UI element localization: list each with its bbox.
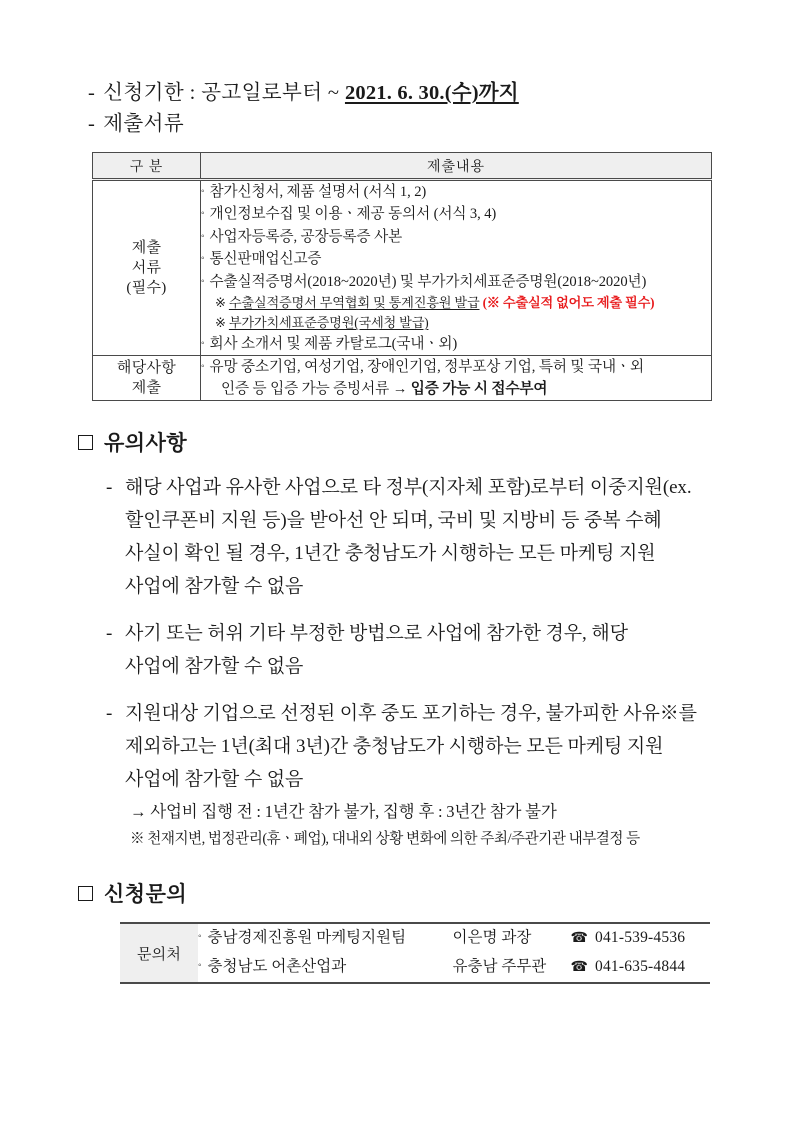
notice-dash: -	[106, 477, 113, 499]
square-bullet-icon	[78, 886, 93, 901]
note-underlined-text: 수출실적증명서 무역협회 및 통계진흥원 발급	[228, 295, 480, 311]
notice-text	[125, 697, 728, 796]
note-line	[201, 313, 711, 333]
notice-item	[106, 617, 728, 683]
bullet-icon: ◦	[201, 253, 205, 265]
section-heading-label: 신청문의	[104, 882, 188, 907]
list-item	[201, 333, 711, 355]
contact-person: 유충남 주무관	[452, 958, 547, 976]
bullet-icon: ◦	[198, 960, 202, 972]
bullet-icon: ◦	[201, 275, 205, 287]
table-row	[120, 923, 710, 983]
reference-mark-icon: ※	[215, 295, 226, 311]
list-item	[201, 248, 711, 270]
section-heading-label: 유의사항	[104, 431, 188, 456]
note-underlined-text: 부가가치세표준증명원(국세청 발급)	[228, 315, 429, 331]
notice-line: 해당 사업과 유사한 사업으로 타 정부(지자체 포함)로부터 이중지원(ex.	[125, 477, 692, 499]
contact-organization: 충남경제진흥원 마케팅지원팀	[207, 929, 407, 947]
header-content: 제출내용	[201, 153, 712, 180]
note-red-text: (※ 수출실적 없어도 제출 필수)	[482, 295, 655, 311]
continuation-bold-text: 입증 가능 시 접수부여	[410, 380, 548, 397]
deadline-line	[88, 78, 728, 109]
table-header-row	[93, 153, 712, 180]
notice-line: 사기 또는 허위 기타 부정한 방법으로 사업에 참가한 경우, 해당	[125, 623, 628, 645]
notice-text	[125, 471, 728, 603]
bullet-icon: ◦	[201, 230, 205, 242]
notice-line: 할인쿠폰비 지원 등)을 받아선 안 되며, 국비 및 지방비 등 중복 수혜	[125, 510, 662, 532]
table-row	[93, 356, 712, 401]
list-item-text: 사업자등록증, 공장등록증 사본	[209, 228, 403, 245]
row-label-applicable-documents	[93, 356, 201, 401]
contact-entries	[198, 923, 710, 983]
square-bullet-icon	[78, 435, 93, 450]
notice-dash: -	[106, 623, 113, 645]
table-row	[93, 180, 712, 356]
list-item-text: 참가신청서, 제품 설명서 (서식 1, 2)	[209, 184, 427, 200]
bullet-icon: ◦	[201, 186, 205, 197]
notice-sub-note: ※ 천재지변, 법정관리(휴ㆍ폐업), 대내외 상황 변화에 의한 주최/주관기관 내부결정 등	[130, 831, 640, 848]
notice-item	[106, 471, 728, 603]
list-item-continuation	[201, 379, 711, 400]
notice-line: 사업에 참가할 수 없음	[125, 576, 304, 598]
list-item-text: 수출실적증명서(2018~2020년) 및 부가가치세표준증명원(2018~2020년)	[209, 273, 647, 290]
notice-line: 사업에 참가할 수 없음	[125, 769, 304, 791]
list-item-text: 유망 중소기업, 여성기업, 장애인기업, 정부포상 기업, 특허 및 국내ㆍ외	[209, 359, 644, 376]
continuation-text: 인증 등 입증 가능 증빙서류 →	[221, 380, 411, 397]
list-item-text: 통신판매업신고증	[209, 251, 322, 268]
section-heading-notice	[78, 427, 728, 457]
notice-line: 사업에 참가할 수 없음	[125, 656, 304, 678]
bullet-icon: ◦	[198, 931, 202, 943]
section-heading-inquiry	[78, 878, 728, 908]
contact-label: 문의처	[120, 923, 198, 983]
notice-sub-note: → 사업비 집행 전 : 1년간 참가 불가, 집행 후 : 3년간 참가 불가	[130, 802, 557, 822]
row-content-required-documents	[201, 180, 712, 356]
notice-line: 제외하고는 1년(최대 3년)간 충청남도가 시행하는 모든 마케팅 지원	[125, 736, 664, 758]
row-label-line: 해당사항	[116, 360, 177, 377]
bullet-icon: ◦	[201, 338, 205, 350]
list-item-text: 회사 소개서 및 제품 카탈로그(국내ㆍ외)	[209, 336, 458, 353]
list-item	[201, 181, 711, 203]
notice-dash: -	[106, 703, 113, 725]
row-content-applicable-documents	[201, 356, 712, 401]
notice-item	[106, 697, 728, 796]
notice-line: 지원대상 기업으로 선정된 이후 중도 포기하는 경우, 불가피한 사유※를	[125, 703, 697, 725]
bullet-icon: ◦	[201, 361, 205, 373]
contact-organization: 충청남도 어촌산업과	[207, 958, 347, 976]
deadline-label: 신청기한 : 공고일로부터 ~	[103, 82, 345, 104]
row-label-line: 제출	[131, 240, 162, 257]
deadline-date: 2021. 6. 30.(수)까지	[344, 82, 519, 104]
list-item	[201, 203, 711, 225]
list-item	[201, 356, 711, 378]
deadline-dash: -	[88, 82, 96, 104]
notice-line: 사실이 확인 될 경우, 1년간 충청남도가 시행하는 모든 마케팅 지원	[125, 543, 656, 565]
row-label-required-documents	[93, 180, 201, 356]
list-item	[198, 953, 710, 982]
row-label-line: 제출	[131, 380, 162, 397]
contact-person: 이은명 과장	[452, 929, 532, 947]
documents-label: 제출서류	[103, 113, 185, 135]
contact-phone: 041-635-4844	[595, 958, 686, 976]
header-division: 구 분	[93, 153, 201, 180]
documents-dash: -	[88, 113, 96, 135]
reference-mark-icon: ※	[215, 315, 226, 331]
row-label-line: (필수)	[126, 280, 167, 297]
list-item	[201, 271, 711, 293]
submission-documents-table	[92, 152, 712, 401]
list-item-text: 개인정보수집 및 이용ㆍ제공 동의서 (서식 3, 4)	[209, 206, 497, 223]
bullet-icon: ◦	[201, 208, 205, 220]
row-label-line: 서류	[131, 260, 162, 277]
telephone-icon: ☎	[570, 960, 588, 976]
notice-text	[125, 617, 728, 683]
inquiry-contact-table	[120, 922, 710, 984]
note-line	[201, 293, 711, 313]
list-item	[201, 226, 711, 248]
telephone-icon: ☎	[570, 931, 588, 947]
contact-phone: 041-539-4536	[595, 929, 686, 947]
documents-line	[88, 109, 728, 140]
list-item	[198, 924, 710, 953]
